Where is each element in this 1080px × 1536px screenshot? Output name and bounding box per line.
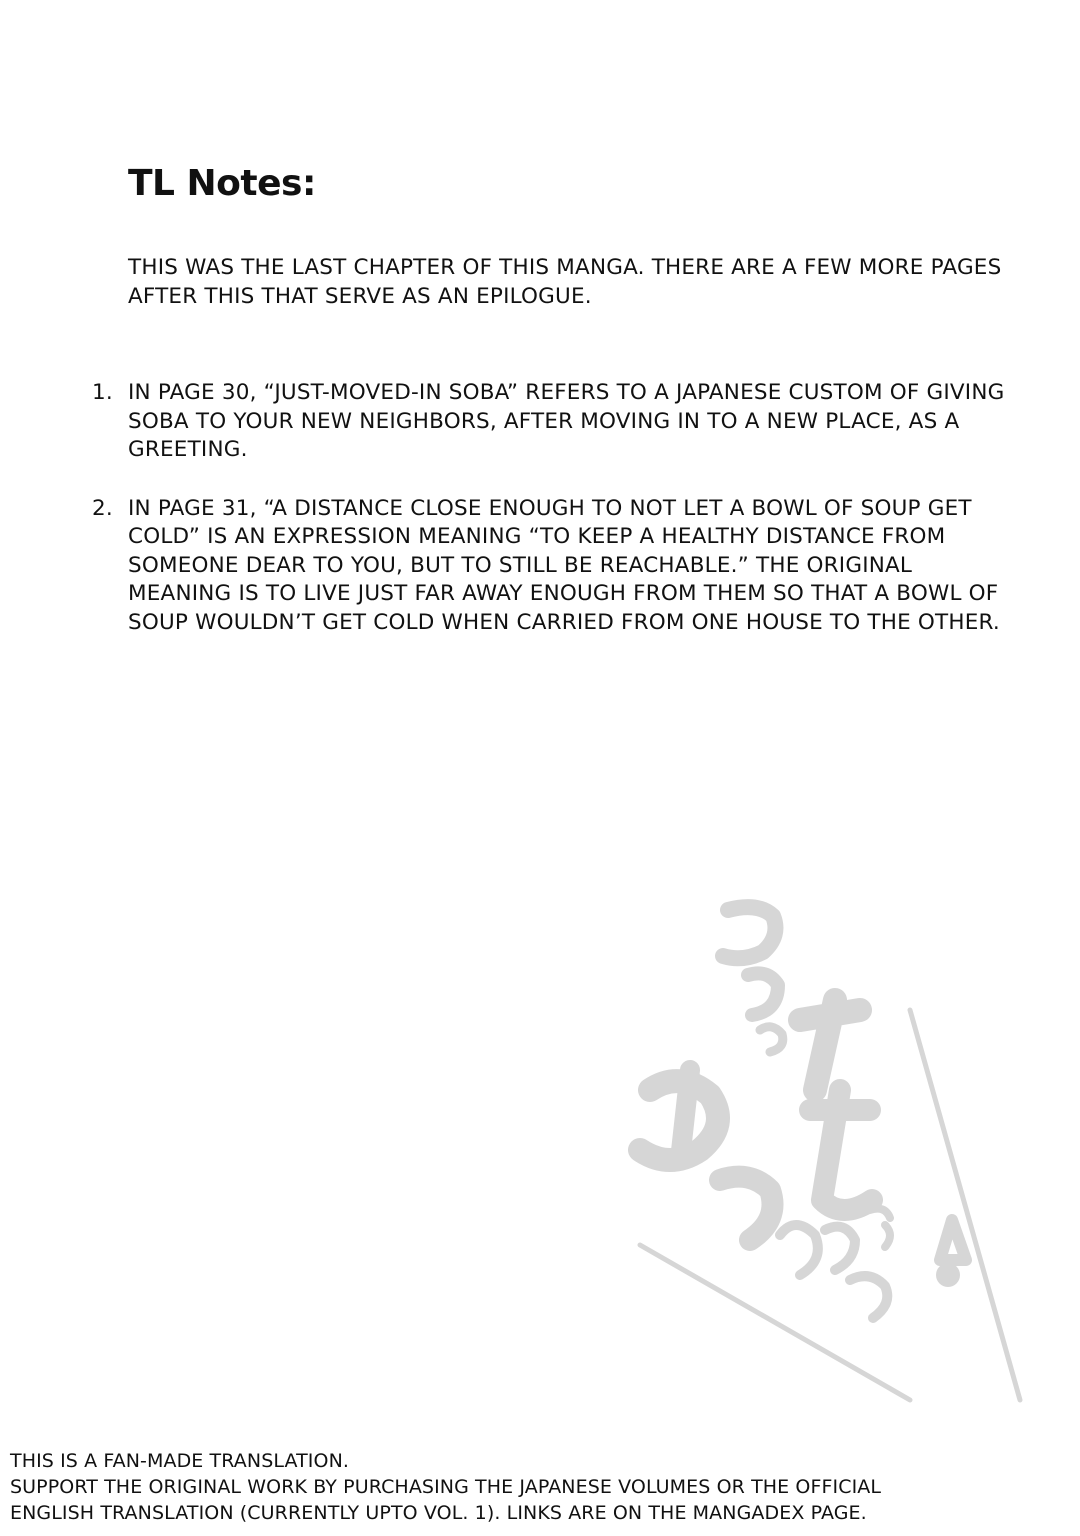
page-title: TL Notes: <box>128 163 316 204</box>
note-item <box>0 379 1018 465</box>
note-text: IN PAGE 31, “A DISTANCE CLOSE ENOUGH TO NOT LET A BOWL OF SOUP GET COLD” IS AN EXPRESSION MEANING “TO KEEP A HEALTHY DISTANCE FROM SOMEONE DEAR TO YOU, BUT TO STILL BE REACHABLE.” THE ORIGINAL MEANING IS TO LIVE JUST FAR AWAY ENOUGH FROM THEM SO THAT A BOWL OF SOUP WOULDN’T GET COLD WHEN CARRIED FROM ONE HOUSE TO THE OTHER. <box>128 495 1000 635</box>
series-logo-watermark <box>610 880 1050 1440</box>
footer-line: SUPPORT THE ORIGINAL WORK BY PURCHASING THE JAPANESE VOLUMES OR THE OFFICIAL <box>10 1476 882 1498</box>
note-number: 2. <box>92 495 113 521</box>
footer-line: THIS IS A FAN-MADE TRANSLATION. <box>10 1450 350 1472</box>
note-item <box>0 495 1018 638</box>
disclaimer-footer <box>10 1448 1070 1526</box>
intro-paragraph: THIS WAS THE LAST CHAPTER OF THIS MANGA. THERE ARE A FEW MORE PAGES AFTER THIS THAT SERVE AS AN EPILOGUE. <box>128 255 1002 309</box>
note-text: IN PAGE 30, “JUST-MOVED-IN SOBA” REFERS TO A JAPANESE CUSTOM OF GIVING SOBA TO YOUR NEW NEIGHBORS, AFTER MOVING IN TO A NEW PLACE, AS A GREETING. <box>128 380 1005 462</box>
footer-line: ENGLISH TRANSLATION (CURRENTLY UPTO VOL. 1). LINKS ARE ON THE MANGADEX PAGE. <box>10 1502 867 1524</box>
notes-list <box>0 379 1080 667</box>
note-number: 1. <box>92 380 113 405</box>
